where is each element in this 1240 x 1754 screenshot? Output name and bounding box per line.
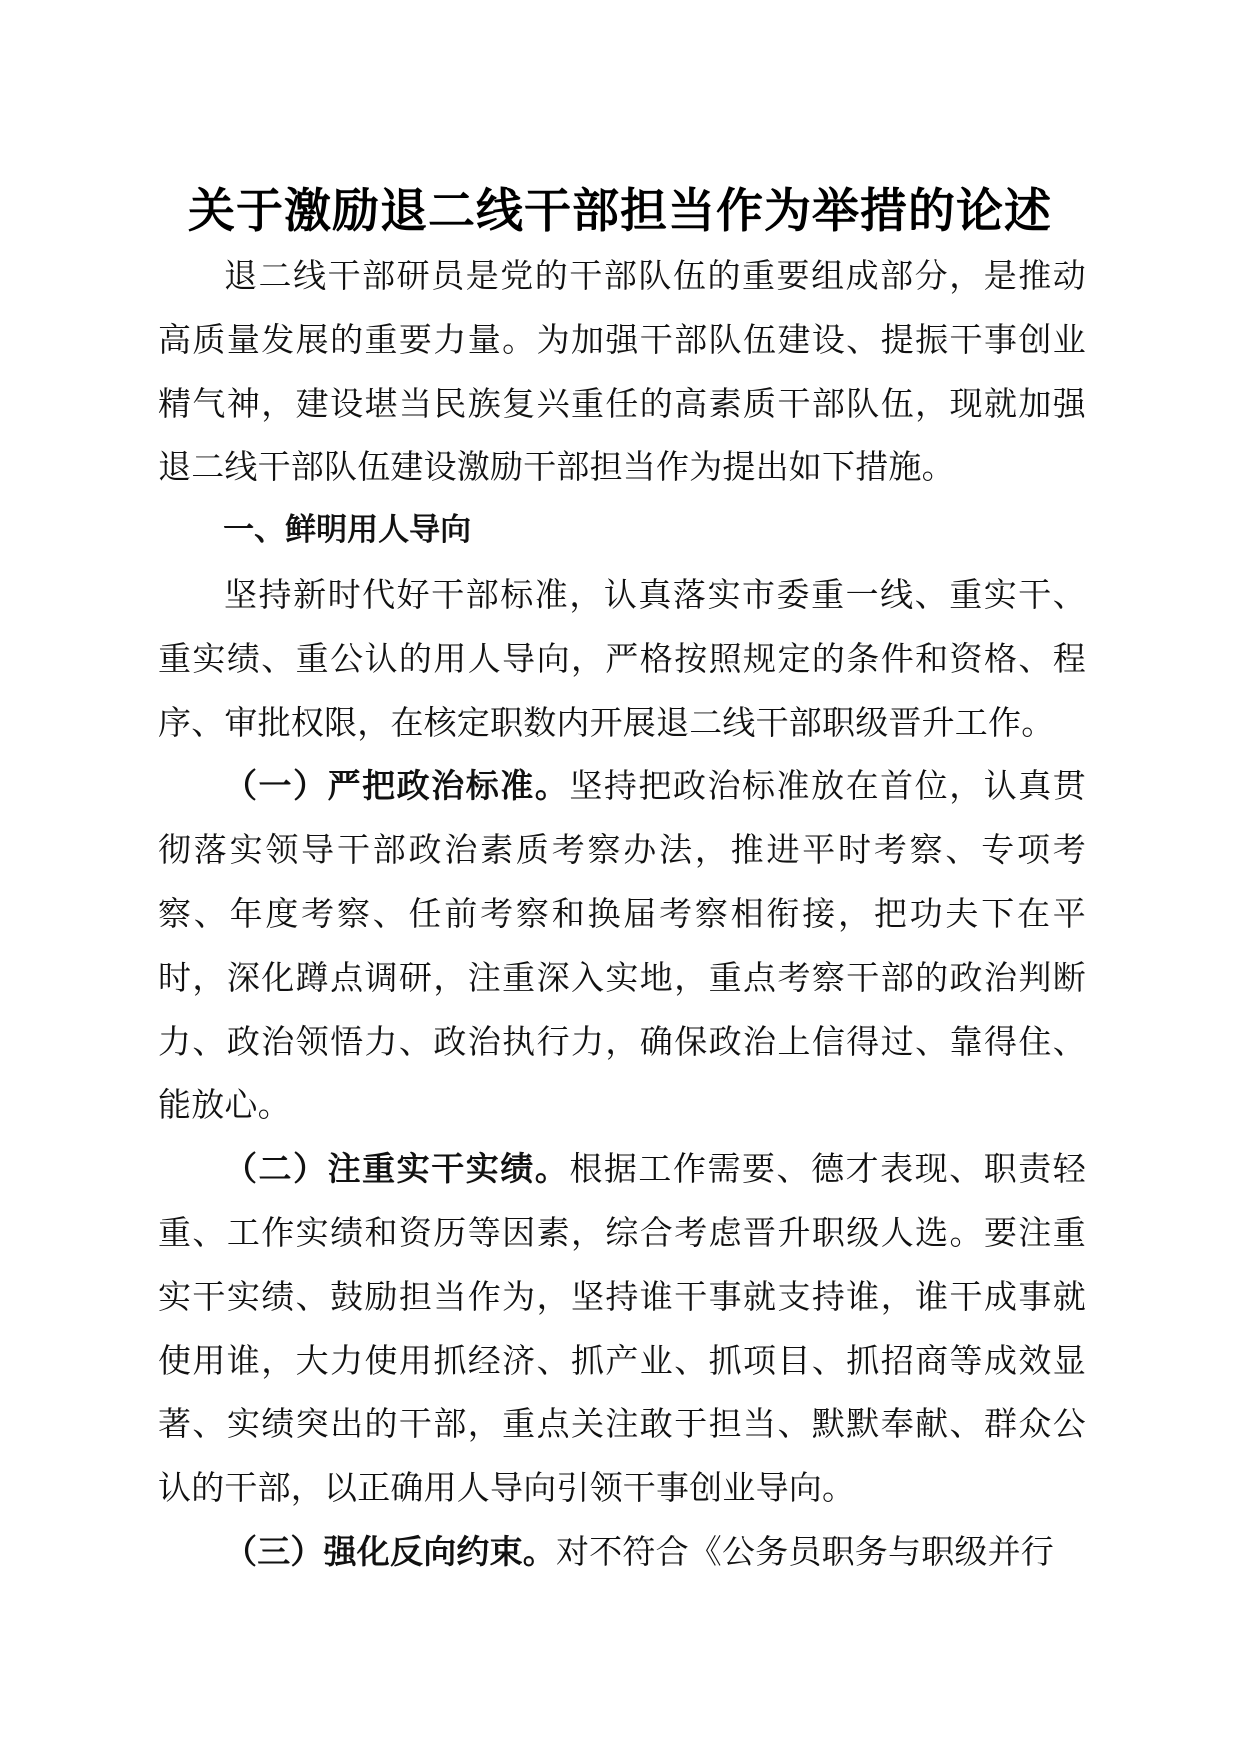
item-text-2: 根据工作需要、德才表现、职责轻重、工作实绩和资历等因素，综合考虑晋升职级人选。要注重实干实绩、鼓励担当作为，坚持谁干事就支持谁，谁干成事就使用谁，大力使用抓经济、抓产业、抓项目、抓招商等成效显著、实绩突出的干部，重点关注敢于担当、默默奉献、群众公认的干部，以正确用人导向引领干事创业导向。: [158, 1149, 1087, 1508]
document-body: [158, 244, 1086, 1584]
item-paragraph-3: [158, 1520, 1086, 1584]
section-paragraph: 坚持新时代好干部标准，认真落实市委重一线、重实干、重实绩、重公认的用人导向，严格按照规定的条件和资格、程序、审批权限，在核定职数内开展退二线干部职级晋升工作。: [158, 574, 1086, 742]
item-paragraph-1: [158, 754, 1086, 1137]
section-heading: 一、鲜明用人导向: [223, 512, 472, 549]
item-lead-3: （三）强化反向约束。: [224, 1531, 556, 1571]
item-lead-1: （一）严把政治标准。: [224, 766, 570, 806]
item-lead-2: （二）注重实干实绩。: [224, 1149, 570, 1189]
item-paragraph-2: [158, 1137, 1086, 1520]
item-text-3: 对不符合《公务员职务与职级并行: [556, 1531, 1054, 1571]
document-title: 关于激励退二线干部担当作为举措的论述: [188, 184, 1052, 239]
item-text-1: 坚持把政治标准放在首位，认真贯彻落实领导干部政治素质考察办法，推进平时考察、专项考察、年度考察、任前考察和换届考察相衔接，把功夫下在平时，深化蹲点调研，注重深入实地，重点考察干部的政治判断力、政治领悟力、政治执行力，确保政治上信得过、靠得住、能放心。: [158, 766, 1087, 1125]
intro-paragraph: 退二线干部研员是党的干部队伍的重要组成部分，是推动高质量发展的重要力量。为加强干部队伍建设、提振干事创业精气神，建设堪当民族复兴重任的高素质干部队伍，现就加强退二线干部队伍建设激励干部担当作为提出如下措施。: [158, 256, 1086, 487]
